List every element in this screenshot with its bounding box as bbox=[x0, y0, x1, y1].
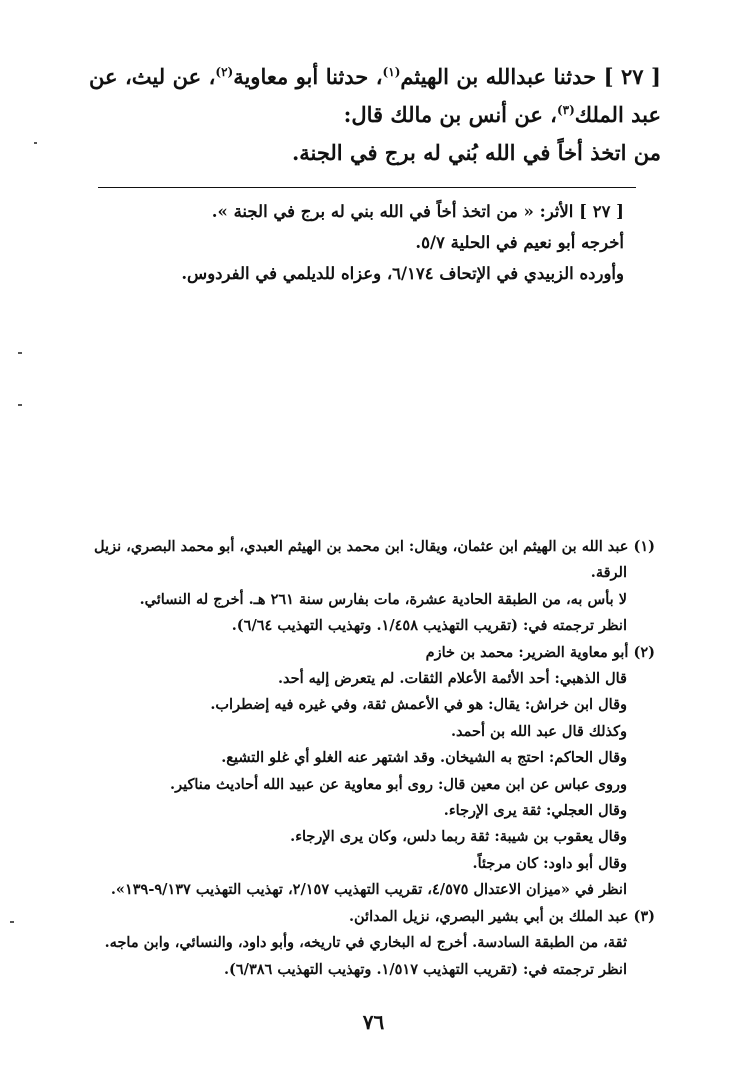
scan-speck bbox=[18, 352, 22, 354]
footnote-line: الرقة. bbox=[590, 564, 627, 582]
footnote-line: (١) عبد الله بن الهيثم ابن عثمان، ويقال: ابن محمد بن الهيثم العبدي، أبو محمد البصري، نزيل bbox=[94, 538, 655, 555]
footnote-line: وقال أبو داود: كان مرجئاً. bbox=[472, 854, 627, 872]
takhrij-section bbox=[104, 196, 624, 289]
footnote-line: قال الذهبي: أحد الأئمة الأعلام الثقات. لم يتعرض إليه أحد. bbox=[277, 670, 627, 688]
separator-rule bbox=[98, 187, 636, 188]
footnote-ref-1: (١) bbox=[382, 65, 401, 79]
footnote-line: انظر ترجمته في: (تقريب التهذيب ١/٤٥٨. وتهذيب التهذيب ٦/٦٤). bbox=[231, 617, 627, 635]
footnote-line: ثقة، من الطبقة السادسة. أخرج له البخاري في تاريخه، وأبو داود، والنسائي، وابن ماجه. bbox=[104, 934, 627, 952]
hadith-line-2: عبد الملك$^{(٣)}$، عن أنس بن مالك قال: bbox=[343, 102, 661, 127]
hadith-line-1: [ ٢٧ ] حدثنا عبدالله بن الهيثم$^{(١)}$، حدثنا أبو معاوية$^{(٢)}$، عن ليث، عن bbox=[89, 64, 661, 89]
takhrij-line: [ ٢٧ ] الأثر: « من اتخذ أخاً في الله بني له برج في الجنة ». bbox=[211, 202, 624, 221]
footnotes bbox=[95, 534, 655, 983]
footnote-line: وقال العجلي: ثقة يرى الإرجاء. bbox=[443, 802, 627, 820]
footnote-line: وروى عباس عن ابن معين قال: روى أبو معاوية عن عبيد الله أحاديث مناكير. bbox=[170, 775, 627, 793]
scan-speck bbox=[34, 142, 37, 144]
footnote-line: (٢) أبو معاوية الضرير: محمد بن خازم bbox=[425, 643, 655, 661]
page-number: ٧٦ bbox=[362, 1010, 385, 1034]
footnote-line: (٣) عبد الملك بن أبي بشير البصري، نزيل المدائن. bbox=[348, 907, 655, 925]
footnote-line: وقال يعقوب بن شيبة: ثقة ربما دلس، وكان يرى الإرجاء. bbox=[290, 828, 627, 846]
footnote-line: وقال الحاكم: احتج به الشيخان. وقد اشتهر عنه الغلو أي غلو التشيع. bbox=[221, 749, 627, 767]
footnote-line: وكذلك قال عبد الله بن أحمد. bbox=[450, 722, 627, 740]
footnote-line: انظر في «ميزان الاعتدال ٤/٥٧٥، تقريب التهذيب ٢/١٥٧، تهذيب التهذيب ٩/١٣٧-١٣٩». bbox=[110, 881, 627, 899]
footnote-ref-3: (٣) bbox=[556, 103, 575, 117]
footnote-ref-2: (٢) bbox=[215, 65, 234, 79]
hadith-line-3: من اتخذ أخاً في الله بُني له برج في الجنة. bbox=[291, 140, 661, 165]
scan-speck bbox=[18, 404, 22, 406]
scan-speck bbox=[10, 921, 14, 923]
takhrij-line: وأورده الزبيدي في الإتحاف ٦/١٧٤، وعزاه للديلمي في الفردوس. bbox=[181, 264, 624, 283]
takhrij-line: أخرجه أبو نعيم في الحلية ٥/٧. bbox=[415, 233, 624, 252]
footnote-line: وقال ابن خراش: يقال: هو في الأعمش ثقة، وفي غيره فيه إضطراب. bbox=[210, 696, 627, 714]
footnote-line: انظر ترجمته في: (تقريب التهذيب ١/٥١٧. وتهذيب التهذيب ٦/٣٨٦). bbox=[223, 960, 627, 978]
hadith-text bbox=[89, 58, 661, 172]
footnote-line: لا بأس به، من الطبقة الحادية عشرة، مات بفارس سنة ٢٦١ هـ. أخرج له النسائي. bbox=[139, 590, 627, 608]
